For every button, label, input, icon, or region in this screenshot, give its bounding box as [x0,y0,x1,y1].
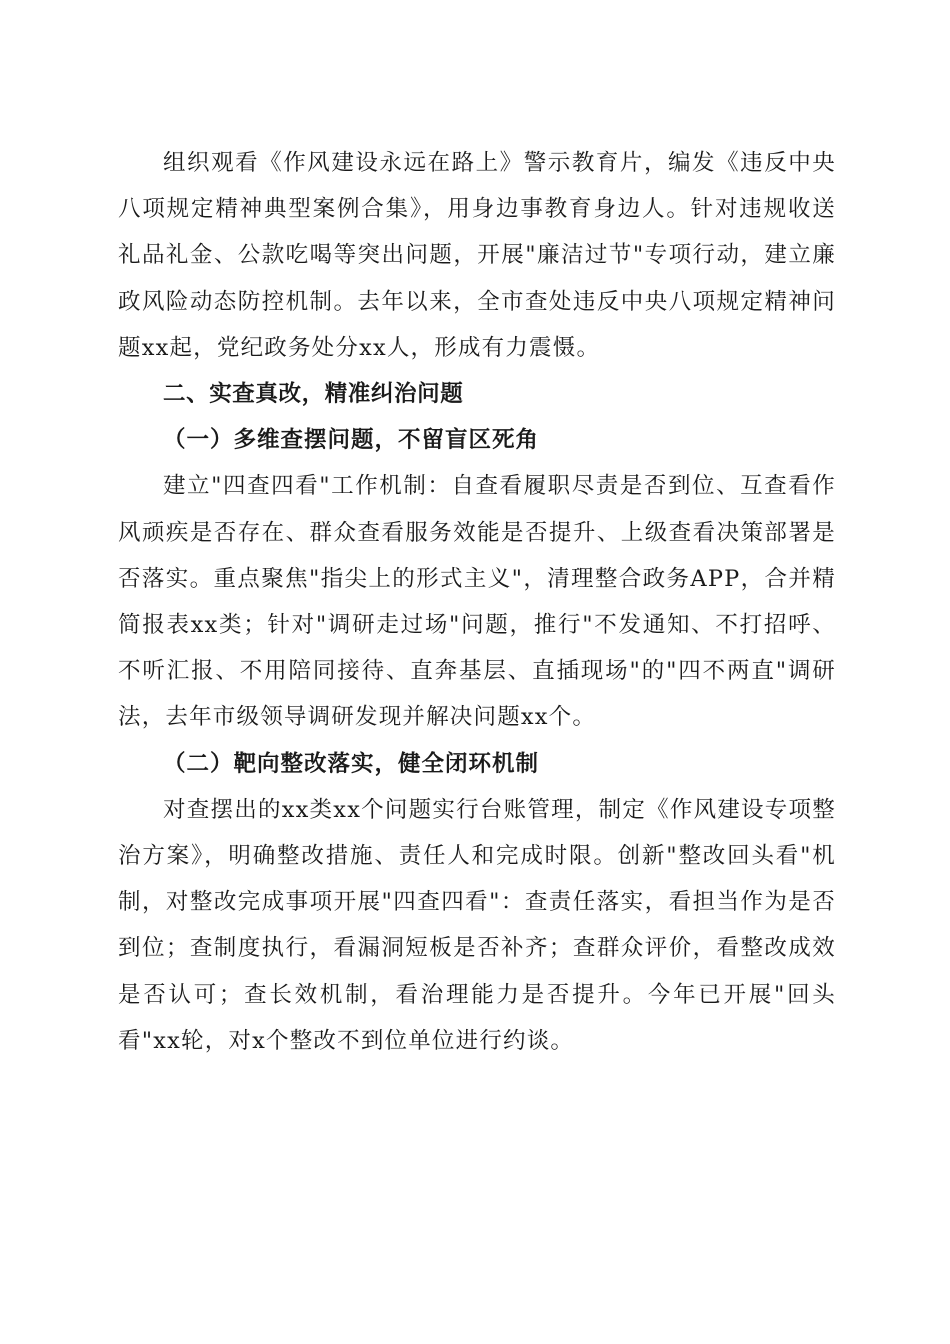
paragraph-warning-education: 组织观看《作风建设永远在路上》警示教育片，编发《违反中央八项规定精神典型案例合集》，用身边事教育身边人。针对违规收送礼品礼金、公款吃喝等突出问题，开展"廉洁过节"专项行动，建立廉政风险动态防控机制。去年以来，全市查处违反中央八项规定精神问题xx起，党纪政务处分xx人，形成有力震慑。 [118,150,836,361]
section-heading-2: 二、实查真改，精准纠治问题 [163,381,464,408]
document-body [118,140,836,1064]
subsection-heading-1: （一）多维查摆问题，不留盲区死角 [163,427,540,454]
subsection-heading-2: （二）靶向整改落实，健全闭环机制 [163,750,540,777]
paragraph-four-checks: 建立"四查四看"工作机制：自查看履职尽责是否到位、互查看作风顽疾是否存在、群众查看服务效能是否提升、上级查看决策部署是否落实。重点聚焦"指尖上的形式主义"，清理整合政务APP，合并精简报表xx类；针对"调研走过场"问题，推行"不发通知、不打招呼、不听汇报、不用陪同接待、直奔基层、直插现场"的"四不两直"调研法，去年市级领导调研发现并解决问题xx个。 [118,473,836,731]
paragraph-rectification: 对查摆出的xx类xx个问题实行台账管理，制定《作风建设专项整治方案》，明确整改措施、责任人和完成时限。创新"整改回头看"机制，对整改完成事项开展"四查四看"：查责任落实，看担当作为是否到位；查制度执行，看漏洞短板是否补齐；查群众评价，看整改成效是否认可；查长效机制，看治理能力是否提升。今年已开展"回头看"xx轮，对x个整改不到位单位进行约谈。 [118,796,836,1054]
